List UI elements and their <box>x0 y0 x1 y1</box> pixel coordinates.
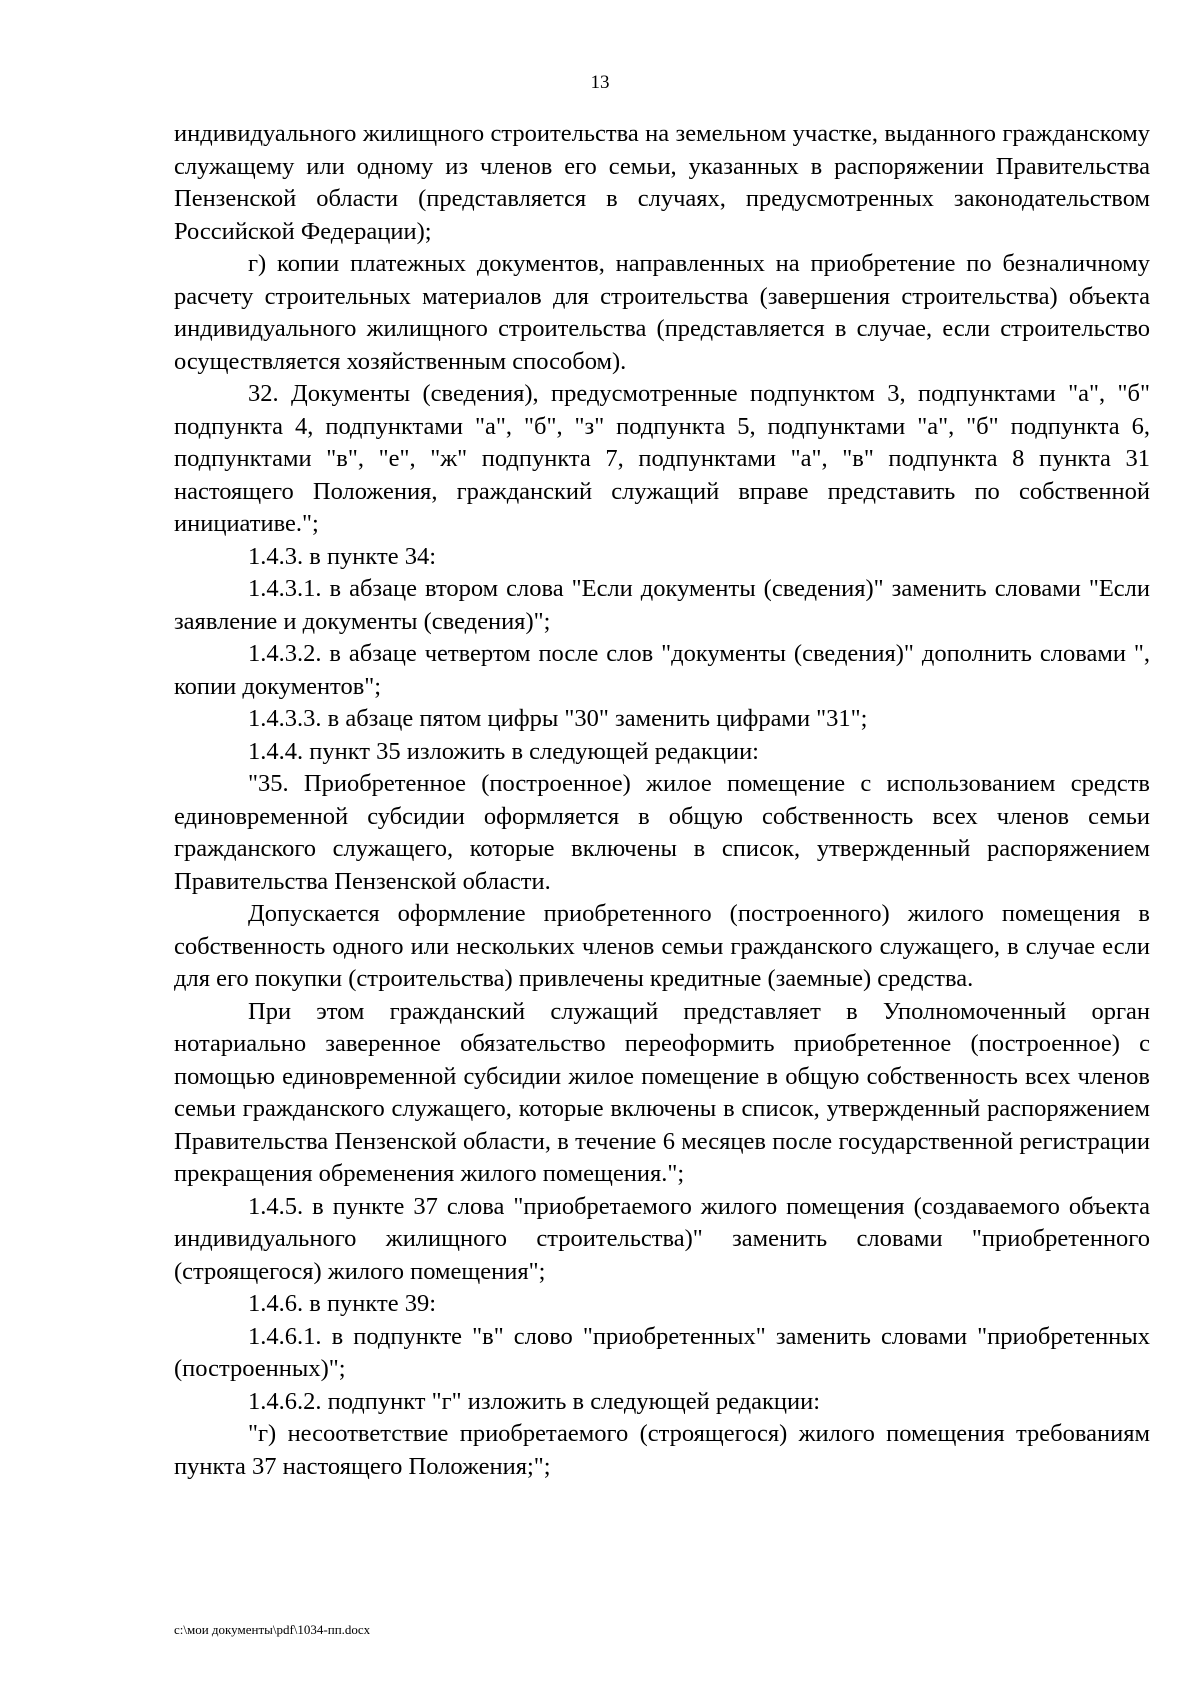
paragraph: 1.4.4. пункт 35 изложить в следующей редакции: <box>248 737 759 765</box>
paragraph: индивидуального жилищного строительства на земельном участке, выданного гражданскому служащему или одному из членов его семьи, указанных в распоряжении Правительства Пензенской области (представляется в случаях, предусмотренных законодательством Российской Федерации); <box>174 120 1150 245</box>
paragraph: При этом гражданский служащий представляет в Уполномоченный орган нотариально заверенное обязательство переоформить приобретенное (построенное) с помощью единовременной субсидии жилое помещение в общую собственность всех членов семьи гражданского служащего, которые включены в список, утвержденный распоряжением Правительства Пензенской области, в течение 6 месяцев после государственной регистрации прекращения обременения жилого помещения."; <box>174 997 1150 1187</box>
paragraph: 1.4.6.2. подпункт "г" изложить в следующей редакции: <box>248 1387 821 1415</box>
paragraph: 1.4.5. в пункте 37 слова "приобретаемого жилого помещения (создаваемого объекта индивидуального жилищного строительства)" заменить словами "приобретенного (строящегося) жилого помещения"; <box>174 1192 1150 1285</box>
page-number: 13 <box>590 72 610 93</box>
document-body <box>174 118 1150 1483</box>
footer-file-path: c:\мои документы\pdf\1034-пп.docx <box>174 1622 371 1637</box>
paragraph: "35. Приобретенное (построенное) жилое помещение с использованием средств единовременной субсидии оформляется в общую собственность всех членов семьи гражданского служащего, которые включены в список, утвержденный распоряжением Правительства Пензенской области. <box>174 770 1150 895</box>
paragraph: 1.4.3. в пункте 34: <box>248 542 437 570</box>
paragraph: 1.4.6.1. в подпункте "в" слово "приобретенных" заменить словами "приобретенных (построенных)"; <box>174 1322 1150 1382</box>
paragraph: 1.4.6. в пункте 39: <box>248 1290 437 1317</box>
paragraph: 1.4.3.1. в абзаце втором слова "Если документы (сведения)" заменить словами "Если заявление и документы (сведения)"; <box>174 575 1150 635</box>
paragraph: 1.4.3.2. в абзаце четвертом после слов "документы (сведения)" дополнить словами ", копии документов"; <box>174 640 1150 700</box>
paragraph: Допускается оформление приобретенного (построенного) жилого помещения в собственность одного или нескольких членов семьи гражданского служащего, в случае если для его покупки (строительства) привлечены кредитные (заемные) средства. <box>174 900 1150 992</box>
paragraph: "г) несоответствие приобретаемого (строящегося) жилого помещения требованиям пункта 37 настоящего Положения;"; <box>174 1420 1150 1480</box>
paragraph: 32. Документы (сведения), предусмотренные подпунктом 3, подпунктами "а", "б" подпункта 4, подпунктами "а", "б", "з" подпункта 5, подпунктами "а", "б" подпункта 6, подпунктами "в", "е", "ж" подпункта 7, подпунктами "а", "в" подпункта 8 пункта 31 настоящего Положения, гражданский служащий вправе представить по собственной инициативе."; <box>174 380 1150 537</box>
paragraph: г) копии платежных документов, направленных на приобретение по безналичному расчету строительных материалов для строительства (завершения строительства) объекта индивидуального жилищного строительства (представляется в случае, если строительство осуществляется хозяйственным способом). <box>174 250 1150 375</box>
paragraph: 1.4.3.3. в абзаце пятом цифры "30" заменить цифрами "31"; <box>248 705 868 732</box>
